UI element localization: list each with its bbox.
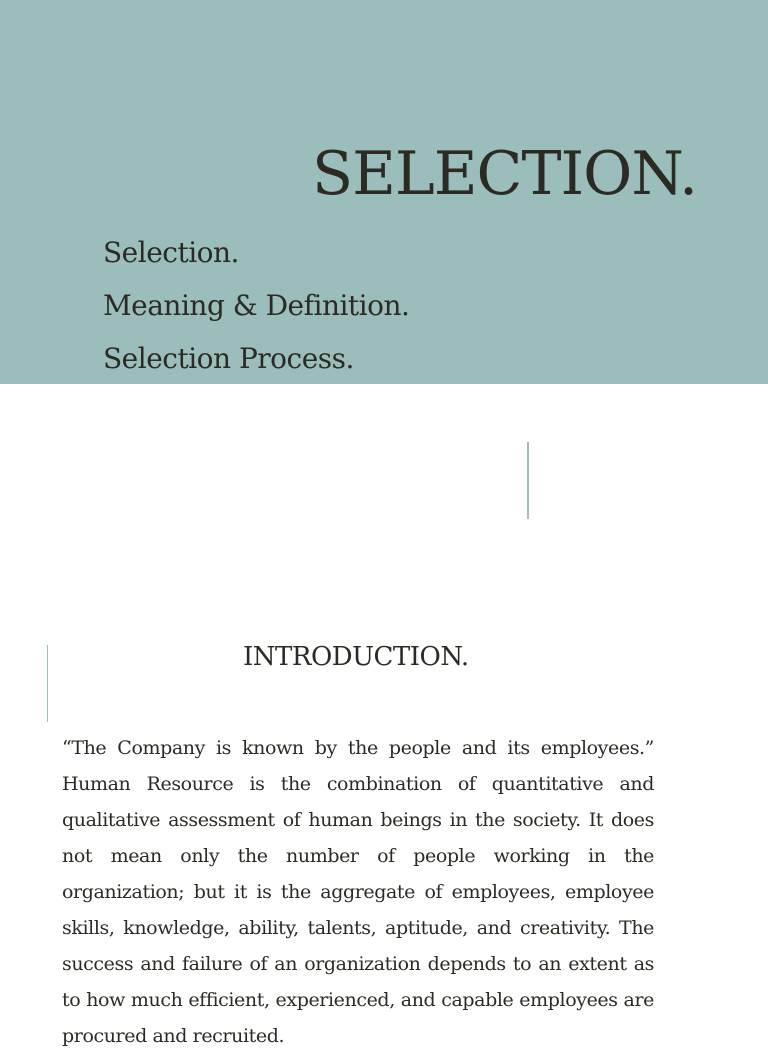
agenda-item-selection-process: Selection Process. bbox=[103, 342, 354, 375]
title-slide-panel bbox=[0, 0, 768, 384]
agenda-item-selection: Selection. bbox=[103, 236, 239, 269]
agenda-item-meaning-definition: Meaning & Definition. bbox=[103, 289, 410, 322]
introduction-heading: INTRODUCTION. bbox=[243, 642, 469, 672]
agenda-list bbox=[103, 226, 409, 385]
accent-divider bbox=[527, 442, 529, 519]
accent-divider bbox=[47, 645, 48, 722]
slide-title: SELECTION. bbox=[312, 139, 698, 209]
introduction-paragraph: “The Company is known by the people and its employees.” Human Resource is the combination of quantitative and qualitative assessment of human beings in the society. It does not mean only the number of people working in the organization; but it is the aggregate of employees, employee skills, knowledge, ability, talents, aptitude, and creativity. The success and failure of an organization depends to an extent as to how much efficient, experienced, and capable employees are procured and recruited. bbox=[62, 737, 654, 1047]
